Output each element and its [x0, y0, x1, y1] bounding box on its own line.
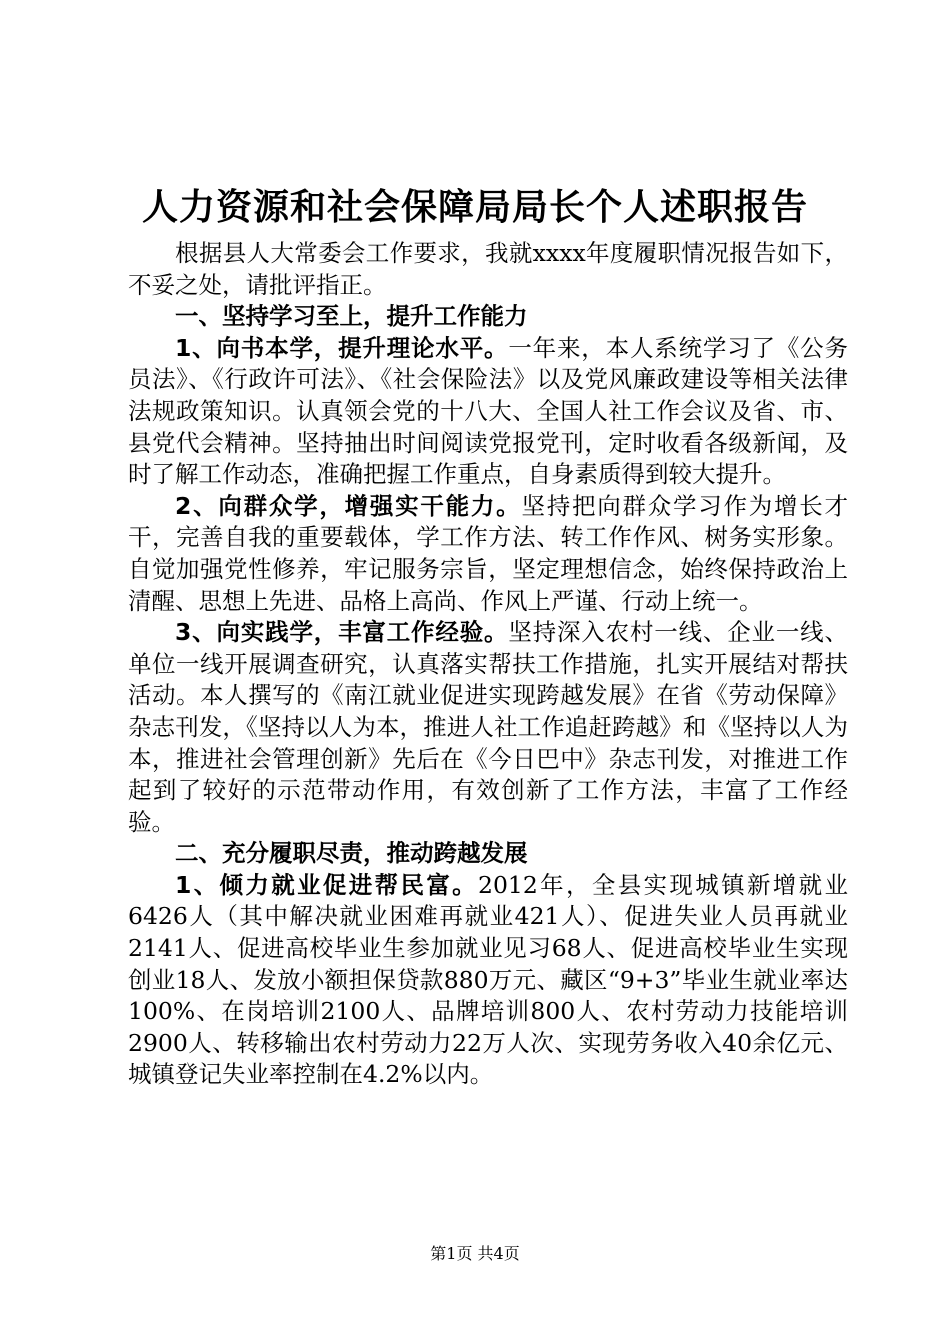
intro-paragraph: 根据县人大常委会工作要求，我就xxxx年度履职情况报告如下，不妥之处，请批评指正。	[128, 239, 848, 299]
section1-item2-text: 坚持把向群众学习作为增长才干，完善自我的重要载体，学工作方法、转工作作风、树务实形象。自觉加强党性修养，牢记服务宗旨，坚定理想信念，始终保持政治上清醒、思想上先进、品格上高尚、作风上严谨、行动上统一。	[128, 491, 849, 615]
section1-item2-paragraph	[128, 491, 848, 617]
section1-item3-text: 坚持深入农村一线、企业一线、单位一线开展调查研究，认真落实帮扶工作措施，扎实开展结对帮扶活动。本人撰写的《南江就业促进实现跨越发展》在省《劳动保障》杂志刊发，《坚持以人为本，推进人社工作追赶跨越》和《坚持以人为本，推进社会管理创新》先后在《今日巴中》杂志刊发，对推进工作起到了较好的示范带动作用，有效创新了工作方法，丰富了工作经验。	[128, 618, 849, 836]
section1-item3-lead: 3、向实践学，丰富工作经验。	[175, 618, 509, 647]
document-body	[128, 238, 848, 1091]
section2-item1-paragraph	[128, 870, 848, 1091]
section1-item1-paragraph	[128, 333, 848, 491]
section1-item1-lead: 1、向书本学，提升理论水平。	[175, 333, 509, 362]
document-title: 人力资源和社会保障局局长个人述职报告	[141, 187, 808, 228]
section1-item3-paragraph	[128, 617, 848, 838]
section2-item1-text: 2012年，全县实现城镇新增就业6426人（其中解决就业困难再就业421人）、促进失业人员再就业2141人、促进高校毕业生参加就业见习68人、促进高校毕业生实现创业18人、发放小额担保贷款880万元、藏区“9+3”毕业生就业率达100%、在岗培训2100人、品牌培训800人、农村劳动力技能培训2900人、转移输出农村劳动力22万人次、实现劳务收入40余亿元、城镇登记失业率控制在4.2%以内。	[128, 870, 848, 1089]
page-footer: 第1页 共4页	[430, 1244, 520, 1263]
section1-item2-lead: 2、向群众学，增强实干能力。	[175, 491, 522, 520]
section1-item1-text: 一年来，本人系统学习了《公务员法》、《行政许可法》、《社会保险法》以及党风廉政建设等相关法律法规政策知识。认真领会党的十八大、全国人社工作会议及省、市、县党代会精神。坚持抽出时间阅读党报党刊，定时收看各级新闻，及时了解工作动态，准确把握工作重点，自身素质得到较大提升。	[128, 333, 849, 489]
section1-heading: 一、坚持学习至上，提升工作能力	[175, 302, 528, 331]
section2-heading: 二、充分履职尽责，推动跨越发展	[175, 839, 528, 868]
section2-item1-lead: 1、倾力就业促进帮民富。	[175, 870, 479, 899]
